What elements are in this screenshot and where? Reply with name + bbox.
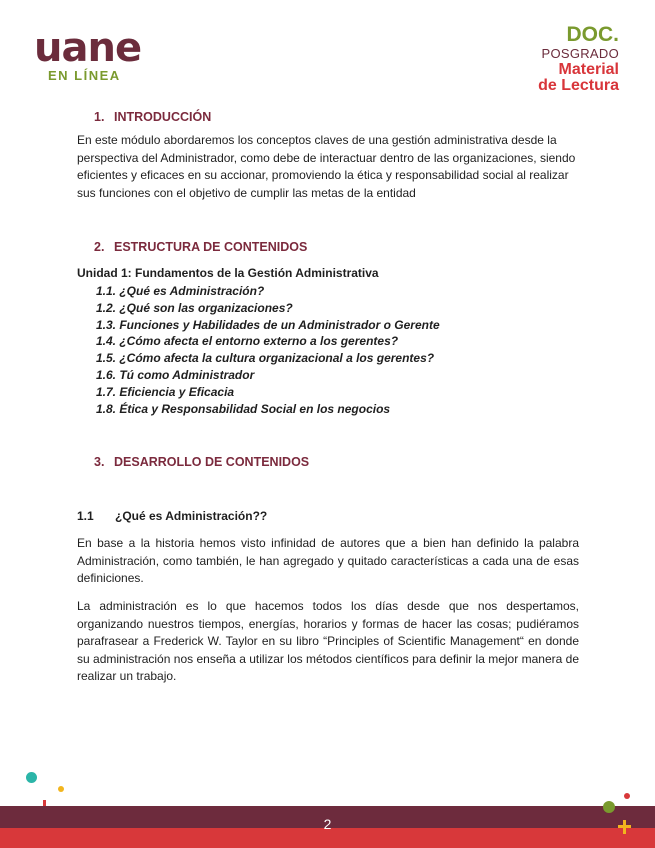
doc-label: DOC. — [566, 23, 619, 46]
plus-icon-yellow-bar — [618, 825, 631, 828]
toc-item: 1.5. ¿Cómo afecta la cultura organizacional a los gerentes? — [96, 351, 435, 366]
decorative-dot-green — [603, 801, 615, 813]
toc-item: 1.6. Tú como Administrador — [96, 367, 255, 382]
posgrado-label: POSGRADO — [541, 46, 619, 61]
section-number: 1. — [94, 110, 105, 124]
page-number: 2 — [323, 816, 332, 832]
subsection-number: 1.1 — [77, 509, 94, 523]
section-number: 2. — [94, 240, 105, 254]
unit-title: Unidad 1: Fundamentos de la Gestión Administrativa — [77, 266, 379, 280]
logo-wordmark: uane — [34, 25, 142, 71]
intro-paragraph: En este módulo abordaremos los conceptos claves de una gestión administrativa desde la perspectiva del Administrador, como debe de interactuar dentro de las organizaciones, siendo eficientes y eficaces en su accionar, promoviendo la ética y responsabilidad social al realizar sus funciones con el objetivo de cumplir las metas de la entidad — [77, 133, 576, 200]
development-paragraph-2: La administración es lo que hacemos todos los días desde que nos despertamos, organizando nuestros tiempos, energías, horarios y formas de hacer las cosas; pudiéramos parafrasear a Frederick W. Taylor en su libro “Principles of Scientific Management“ en donde su administración nos enseña a utilizar los métodos científicos para definir la mejor manera de realizar un trabajo. — [77, 599, 579, 683]
toc-item: 1.4. ¿Cómo afecta el entorno externo a los gerentes? — [96, 334, 399, 349]
decorative-dot-teal — [26, 772, 37, 783]
subsection-title: ¿Qué es Administración?? — [115, 509, 268, 523]
table-of-contents — [96, 283, 440, 417]
toc-item: 1.1. ¿Qué es Administración? — [96, 284, 265, 298]
toc-item: 1.8. Ética y Responsabilidad Social en los negocios — [96, 401, 391, 416]
uane-logo — [34, 25, 154, 90]
toc-item: 1.7. Eficiencia y Eficacia — [96, 384, 235, 399]
development-paragraph-1: En base a la historia hemos visto infinidad de autores que a bien han definido la palabra Administración, como también, le han agregado y quitado características a cada una de esas definiciones. — [77, 536, 579, 585]
section-number: 3. — [94, 455, 105, 469]
toc-item: 1.3. Funciones y Habilidades de un Administrador o Gerente — [96, 317, 440, 332]
decorative-dot-red — [624, 793, 630, 799]
section-title: DESARROLLO DE CONTENIDOS — [114, 455, 310, 469]
section-title: INTRODUCCIÓN — [114, 110, 212, 124]
section-title: ESTRUCTURA DE CONTENIDOS — [114, 240, 308, 254]
material-label-line1: Material — [558, 61, 619, 78]
logo-subtitle: EN LÍNEA — [48, 68, 121, 83]
toc-item: 1.2. ¿Qué son las organizaciones? — [96, 300, 293, 315]
page-footer — [0, 806, 655, 848]
material-label-line2: de Lectura — [538, 77, 619, 94]
doc-badge — [519, 24, 619, 104]
decorative-dot-yellow — [58, 786, 64, 792]
